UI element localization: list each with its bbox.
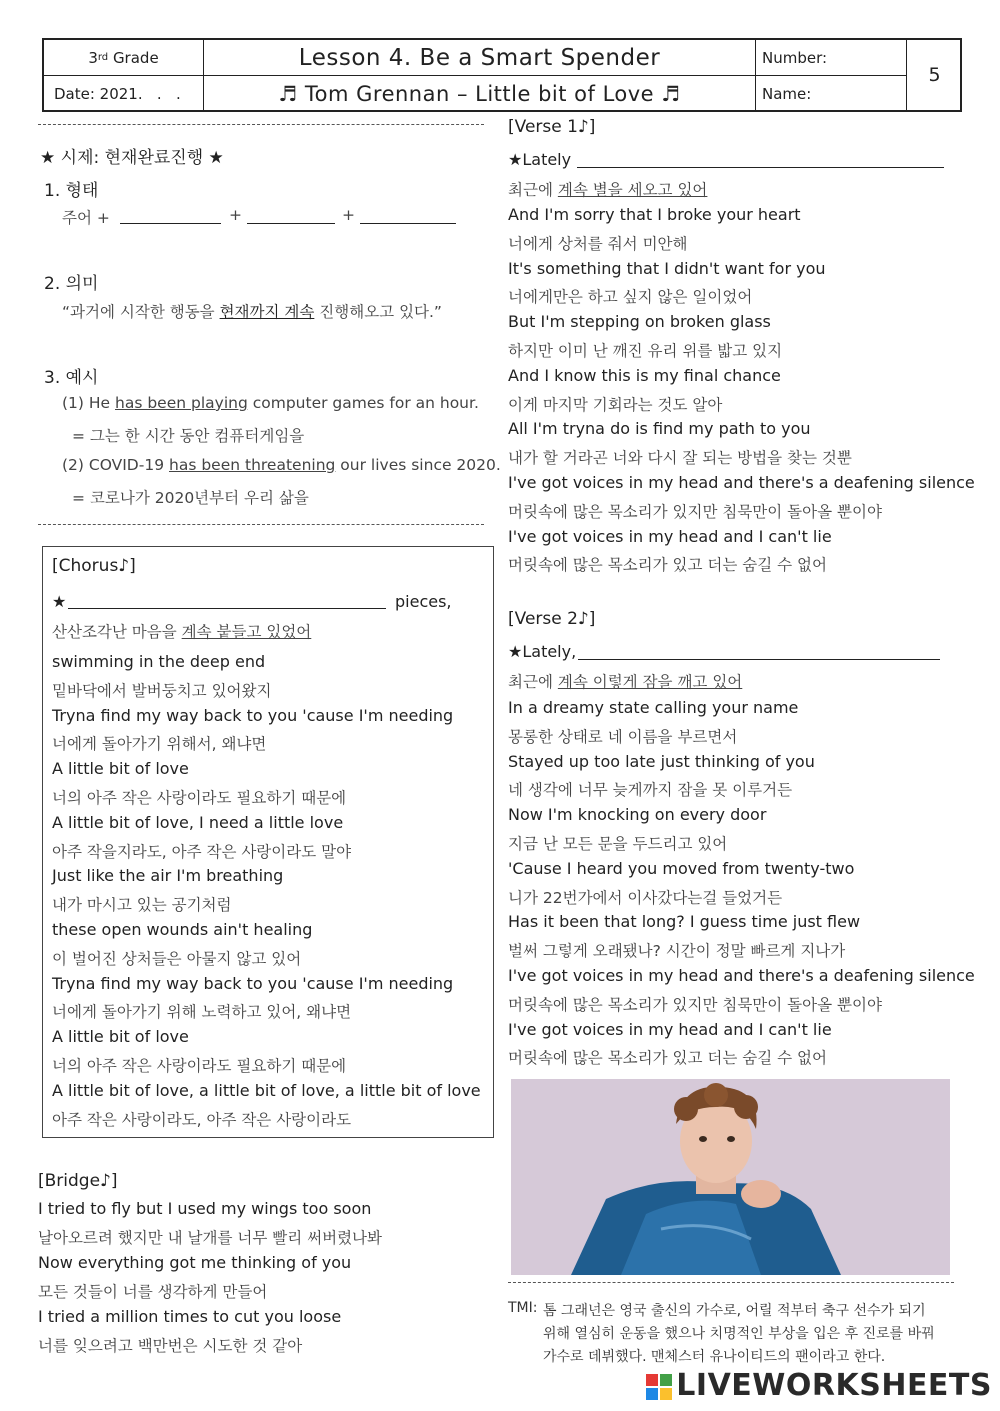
example-1-translation: = 그는 한 시간 동안 컴퓨터게임을: [72, 427, 305, 445]
lyric-translation: 너에게 상처를 줘서 미안해: [508, 234, 688, 253]
number-field[interactable]: Number:: [762, 48, 828, 67]
lyric-line: And I know this is my final chance: [508, 365, 781, 385]
verse1-blank[interactable]: [577, 167, 944, 168]
plus-sign: +: [229, 206, 242, 224]
lyric-line: Tryna find my way back to you 'cause I'm needing: [52, 705, 454, 725]
lyric-translation: 너에게만은 하고 싶지 않은 일이었어: [508, 288, 753, 307]
song-title: ♬ Tom Grennan – Little bit of Love ♬: [278, 82, 681, 106]
lyric-translation: 너의 아주 작은 사랑이라도 필요하기 때문에: [52, 1057, 347, 1075]
lyric-line: I've got voices in my head and there's a deafening silence: [508, 966, 975, 985]
lyric-line: It's something that I didn't want for you: [508, 258, 826, 278]
verse2-star: ★Lately,: [508, 642, 577, 661]
verse2-blank[interactable]: [578, 659, 940, 660]
lyric-line: A little bit of love: [52, 759, 189, 779]
lyric-line: Stayed up too late just thinking of you: [508, 751, 815, 771]
verse1-line-1-ko: 최근에 계속 별을 세오고 있어: [508, 181, 708, 199]
lyric-line: Has it been that long? I guess time just flew: [508, 912, 861, 932]
lyric-translation: 밑바닥에서 발버둥치고 있어왔지: [52, 681, 272, 700]
divider: [38, 524, 484, 525]
lyric-line: I've got voices in my head and there's a deafening silence: [508, 473, 975, 492]
lyric-translation: 머릿속에 많은 목소리가 있고 더는 숨길 수 없어: [508, 1049, 827, 1068]
chorus-blank[interactable]: [68, 608, 386, 609]
bridge-title: [Bridge♪]: [38, 1171, 118, 1191]
singer-illustration: [511, 1079, 950, 1275]
page-number: 5: [928, 64, 941, 86]
chorus-line-1-ko: 산산조각난 마음을 계속 붙들고 있었어: [52, 623, 312, 641]
tmi-label: TMI:: [508, 1300, 538, 1316]
singer-photo: [511, 1079, 950, 1275]
subject-label: 주어 +: [62, 209, 110, 227]
example-heading: 3. 예시: [44, 368, 99, 388]
lesson-title: Lesson 4. Be a Smart Spender: [298, 44, 661, 71]
lyric-translation: 머릿속에 많은 목소리가 있지만 침묵만이 돌아올 뿐이야: [508, 502, 882, 521]
example-1: (1) He has been playing computer games for an hour.: [62, 394, 479, 412]
verse2-title: [Verse 2♪]: [508, 609, 596, 629]
meaning-heading: 2. 의미: [44, 274, 99, 294]
lyric-translation: 내가 마시고 있는 공기처럼: [52, 896, 232, 915]
lyric-line: All I'm tryna do is find my path to you: [508, 419, 811, 439]
lyric-translation: 벌써 그렇게 오래됐나? 시간이 정말 빠르게 지나가: [508, 942, 846, 961]
grammar-title: ★ 시제: 현재완료진행 ★: [40, 148, 224, 168]
liveworksheets-logo: LIVEWORKSHEETS: [646, 1368, 992, 1403]
lyric-line: swimming in the deep end: [52, 652, 266, 671]
lyric-translation: 날아오르려 했지만 내 날개를 너무 빨리 써버렸나봐: [38, 1229, 382, 1247]
lyric-line: I tried to fly but I used my wings too soon: [38, 1199, 372, 1218]
name-field[interactable]: Name:: [762, 85, 812, 103]
lyric-translation: 하지만 이미 난 깨진 유리 위를 밟고 있지: [508, 342, 783, 360]
lyric-line: I've got voices in my head and I can't lie: [508, 1019, 832, 1039]
form-blank-2[interactable]: [247, 223, 335, 224]
lyric-translation: 너에게 돌아가기 위해 노력하고 있어, 왜냐면: [52, 1003, 352, 1022]
example-2-translation: = 코로나가 2020년부터 우리 삶을: [72, 489, 309, 507]
meaning-text: “과거에 시작한 행동을 현재까지 계속 진행해오고 있다.”: [62, 303, 442, 321]
verse1-title: [Verse 1♪]: [508, 117, 596, 137]
verse2-line-1-ko: 최근에 계속 이렇게 잠을 깨고 있어: [508, 673, 743, 691]
form-blank-3[interactable]: [360, 223, 456, 224]
lyric-line: 'Cause I heard you moved from twenty-two: [508, 858, 855, 878]
lyric-line: Just like the air I'm breathing: [52, 866, 284, 886]
lyric-line: A little bit of love, I need a little love: [52, 812, 344, 832]
lyric-translation: 너에게 돌아가기 위해서, 왜냐면: [52, 735, 267, 754]
lyric-translation: 몽롱한 상태로 네 이름을 부르면서: [508, 727, 738, 746]
plus-sign: +: [342, 206, 355, 224]
lyric-translation: 머릿속에 많은 목소리가 있고 더는 숨길 수 없어: [508, 556, 827, 575]
tmi-line: 위해 열심히 운동을 했으나 치명적인 부상을 입은 후 진로를 바꿔: [543, 1326, 935, 1342]
form-blank-1[interactable]: [120, 223, 221, 224]
lyric-translation: 니가 22번가에서 이사갔다는걸 들었거든: [508, 888, 783, 907]
lyric-translation: 이 벌어진 상처들은 아물지 않고 있어: [52, 949, 302, 968]
lyric-line: And I'm sorry that I broke your heart: [508, 205, 801, 224]
lyric-translation: 모든 것들이 너를 생각하게 만들어: [38, 1283, 268, 1301]
tmi-line: 가수로 데뷔했다. 맨체스터 유나이티드의 팬이라고 한다.: [543, 1349, 886, 1365]
tmi-line: 톰 그래넌은 영국 출신의 가수로, 어릴 적부터 축구 선수가 되기: [543, 1303, 926, 1319]
lyric-line: In a dreamy state calling your name: [508, 698, 799, 717]
example-2: (2) COVID-19 has been threatening our lives since 2020.: [62, 456, 501, 474]
chorus-pieces: pieces,: [395, 592, 452, 611]
lyric-line: I tried a million times to cut you loose: [38, 1307, 342, 1326]
lyric-translation: 지금 난 모든 문을 두드리고 있어: [508, 835, 728, 853]
grade-cell: 3 rd Grade: [88, 48, 159, 67]
lyric-line: I've got voices in my head and I can't lie: [508, 526, 832, 546]
date-field[interactable]: Date: 2021. . .: [54, 85, 181, 103]
lyric-translation: 머릿속에 많은 목소리가 있지만 침묵만이 돌아올 뿐이야: [508, 995, 882, 1014]
divider: [38, 124, 484, 125]
lyric-line: A little bit of love, a little bit of love, a little bit of love: [52, 1080, 481, 1100]
lyric-translation: 이게 마지막 기회라는 것도 알아: [508, 395, 723, 414]
lyric-line: these open wounds ain't healing: [52, 920, 313, 939]
divider: [508, 1282, 954, 1283]
chorus-title: [Chorus♪]: [52, 556, 136, 576]
header-table: [42, 38, 962, 112]
lyric-line: Now everything got me thinking of you: [38, 1253, 352, 1272]
verse1-star: ★Lately: [508, 150, 572, 169]
lyric-translation: 너의 아주 작은 사랑이라도 필요하기 때문에: [52, 789, 347, 807]
lyric-line: Now I'm knocking on every door: [508, 805, 767, 825]
lyric-line: Tryna find my way back to you 'cause I'm needing: [52, 973, 454, 993]
form-heading: 1. 형태: [44, 181, 99, 201]
lyric-translation: 아주 작은 사랑이라도, 아주 작은 사랑이라도: [52, 1110, 352, 1129]
chorus-star: ★: [52, 592, 67, 611]
lyric-translation: 내가 할 거라곤 너와 다시 잘 되는 방법을 찾는 것뿐: [508, 449, 852, 468]
lyric-line: But I'm stepping on broken glass: [508, 312, 771, 332]
logo-icon: [646, 1374, 672, 1400]
lyric-translation: 아주 작을지라도, 아주 작은 사랑이라도 말야: [52, 842, 352, 861]
lyric-line: A little bit of love: [52, 1027, 189, 1047]
lyric-translation: 너를 잊으려고 백만번은 시도한 것 같아: [38, 1337, 303, 1355]
lyric-translation: 네 생각에 너무 늦게까지 잠을 못 이루거든: [508, 781, 793, 800]
